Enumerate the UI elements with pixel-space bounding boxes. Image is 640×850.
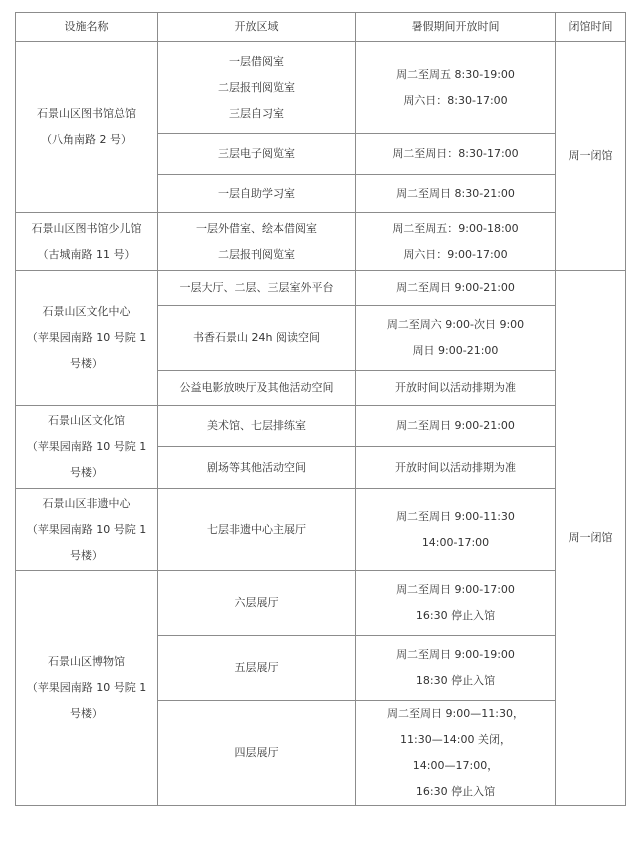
cell-text-line: （古城南路 11 号）: [37, 247, 136, 261]
table-row: [16, 406, 626, 447]
open-area-cell: [158, 42, 356, 134]
open-area-cell: [158, 306, 356, 371]
cell-text-line: 16:30 停止入馆: [415, 609, 496, 622]
cell-text-line: 七层非遗中心主展厅: [207, 522, 306, 536]
cell-text-line: （苹果园南路 10 号院 1: [26, 681, 147, 694]
hours-cell: [356, 406, 556, 447]
table-row: [16, 271, 626, 306]
cell-text-line: 周二至周五 8:30-19:00: [396, 67, 515, 81]
table-row: [16, 571, 626, 636]
facility-name-cell: [16, 406, 158, 489]
hours-cell: [356, 371, 556, 406]
cell-text-line: 石景山区文化中心: [42, 305, 131, 318]
hours-cell: [356, 636, 556, 701]
cell-text-line: 石景山区博物馆: [48, 655, 125, 668]
cell-text-line: 三层自习室: [229, 106, 284, 120]
open-area-cell: [158, 701, 356, 806]
cell-text-line: 四层展厅: [234, 746, 279, 759]
hours-cell: [356, 571, 556, 636]
cell-text-line: 号楼）: [70, 466, 103, 479]
hours-cell: [356, 447, 556, 489]
cell-text-line: 石景山区非遗中心: [42, 496, 131, 510]
cell-text-line: 开放时间以活动排期为准: [395, 381, 516, 394]
cell-text-line: 剧场等其他活动空间: [207, 460, 306, 474]
open-area-cell: [158, 271, 356, 306]
cell-text-line: 18:30 停止入馆: [415, 674, 496, 687]
hours-cell: [356, 489, 556, 571]
table-row: [16, 489, 626, 571]
cell-text-line: 美术馆、七层排练室: [207, 419, 306, 432]
cell-text-line: 石景山区图书馆总馆: [37, 107, 136, 120]
hours-cell: [356, 175, 556, 213]
facility-name-cell: [16, 213, 158, 271]
cell-text-line: 号楼）: [70, 357, 103, 370]
open-area-cell: [158, 447, 356, 489]
header-open-area: 开放区域: [158, 13, 356, 42]
cell-text-line: 周二至周日 9:00-11:30: [396, 509, 515, 523]
cell-text-line: （苹果园南路 10 号院 1: [26, 440, 147, 453]
cell-text-line: 16:30 停止入馆: [415, 785, 496, 798]
table-body: [16, 42, 626, 806]
cell-text-line: 周二至周日 9:00—11:30，: [387, 707, 524, 720]
cell-text-line: 周二至周日 9:00-21:00: [396, 419, 515, 432]
header-facility-name: 设施名称: [16, 13, 158, 42]
cell-text-line: 周二至周日 9:00-21:00: [396, 281, 515, 294]
open-area-cell: [158, 406, 356, 447]
cell-text-line: 一层借阅室: [229, 54, 284, 68]
header-row: [16, 13, 626, 42]
cell-text-line: 公益电影放映厅及其他活动空间: [179, 381, 334, 394]
table-row: [16, 42, 626, 134]
hours-cell: [356, 134, 556, 175]
hours-cell: [356, 271, 556, 306]
cell-text-line: 一层自助学习室: [218, 186, 295, 200]
open-area-cell: [158, 489, 356, 571]
cell-text-line: 开放时间以活动排期为准: [395, 460, 516, 474]
cell-text-line: 14:00-17:00: [421, 535, 490, 549]
cell-text-line: 号楼）: [70, 707, 103, 720]
closed-day-cell: 周一闭馆: [556, 271, 626, 806]
open-area-cell: [158, 571, 356, 636]
cell-text-line: 周二至周日：8:30-17:00: [392, 147, 519, 160]
facility-name-cell: [16, 489, 158, 571]
opening-hours-table: [15, 12, 626, 806]
cell-text-line: （苹果园南路 10 号院 1: [26, 522, 147, 536]
cell-text-line: 五层展厅: [234, 661, 279, 674]
cell-text-line: 一层外借室、绘本借阅室: [196, 221, 317, 235]
cell-text-line: 二层报刊阅览室: [218, 247, 295, 261]
cell-text-line: 石景山区文化馆: [48, 414, 125, 427]
cell-text-line: 周日 9:00-21:00: [412, 344, 499, 357]
cell-text-line: 周二至周日 8:30-21:00: [396, 186, 515, 200]
hours-cell: [356, 701, 556, 806]
cell-text-line: 周二至周日 9:00-19:00: [396, 648, 515, 661]
facility-name-cell: [16, 571, 158, 806]
cell-text-line: 三层电子阅览室: [218, 147, 295, 160]
cell-text-line: 周六日：9:00-17:00: [403, 247, 508, 261]
hours-cell: [356, 42, 556, 134]
cell-text-line: 六层展厅: [234, 596, 279, 609]
open-area-cell: [158, 175, 356, 213]
cell-text-line: （苹果园南路 10 号院 1: [26, 331, 147, 344]
facility-name-cell: [16, 42, 158, 213]
cell-text-line: 周二至周五：9:00-18:00: [392, 221, 519, 235]
open-area-cell: [158, 371, 356, 406]
cell-text-line: 一层大厅、二层、三层室外平台: [179, 281, 334, 294]
cell-text-line: 书香石景山 24h 阅读空间: [193, 331, 320, 344]
cell-text-line: 周二至周日 9:00-17:00: [396, 583, 515, 596]
cell-text-line: （八角南路 2 号）: [41, 133, 132, 146]
open-area-cell: [158, 213, 356, 271]
cell-text-line: 周二至周六 9:00-次日 9:00: [386, 318, 525, 331]
cell-text-line: 11:30—14:00 关闭，: [400, 733, 511, 746]
cell-text-line: 石景山区图书馆少儿馆: [31, 221, 142, 235]
cell-text-line: 14:00—17:00，: [412, 759, 499, 772]
closed-day-cell: 周一闭馆: [556, 42, 626, 271]
cell-text-line: 周六日：8:30-17:00: [403, 93, 508, 107]
header-closed-time: 闭馆时间: [556, 13, 626, 42]
open-area-cell: [158, 134, 356, 175]
open-area-cell: [158, 636, 356, 701]
header-summer-hours: 暑假期间开放时间: [356, 13, 556, 42]
table-row: [16, 213, 626, 271]
facility-name-cell: [16, 271, 158, 406]
hours-cell: [356, 213, 556, 271]
cell-text-line: 二层报刊阅览室: [218, 80, 295, 94]
hours-cell: [356, 306, 556, 371]
cell-text-line: 号楼）: [70, 548, 103, 562]
